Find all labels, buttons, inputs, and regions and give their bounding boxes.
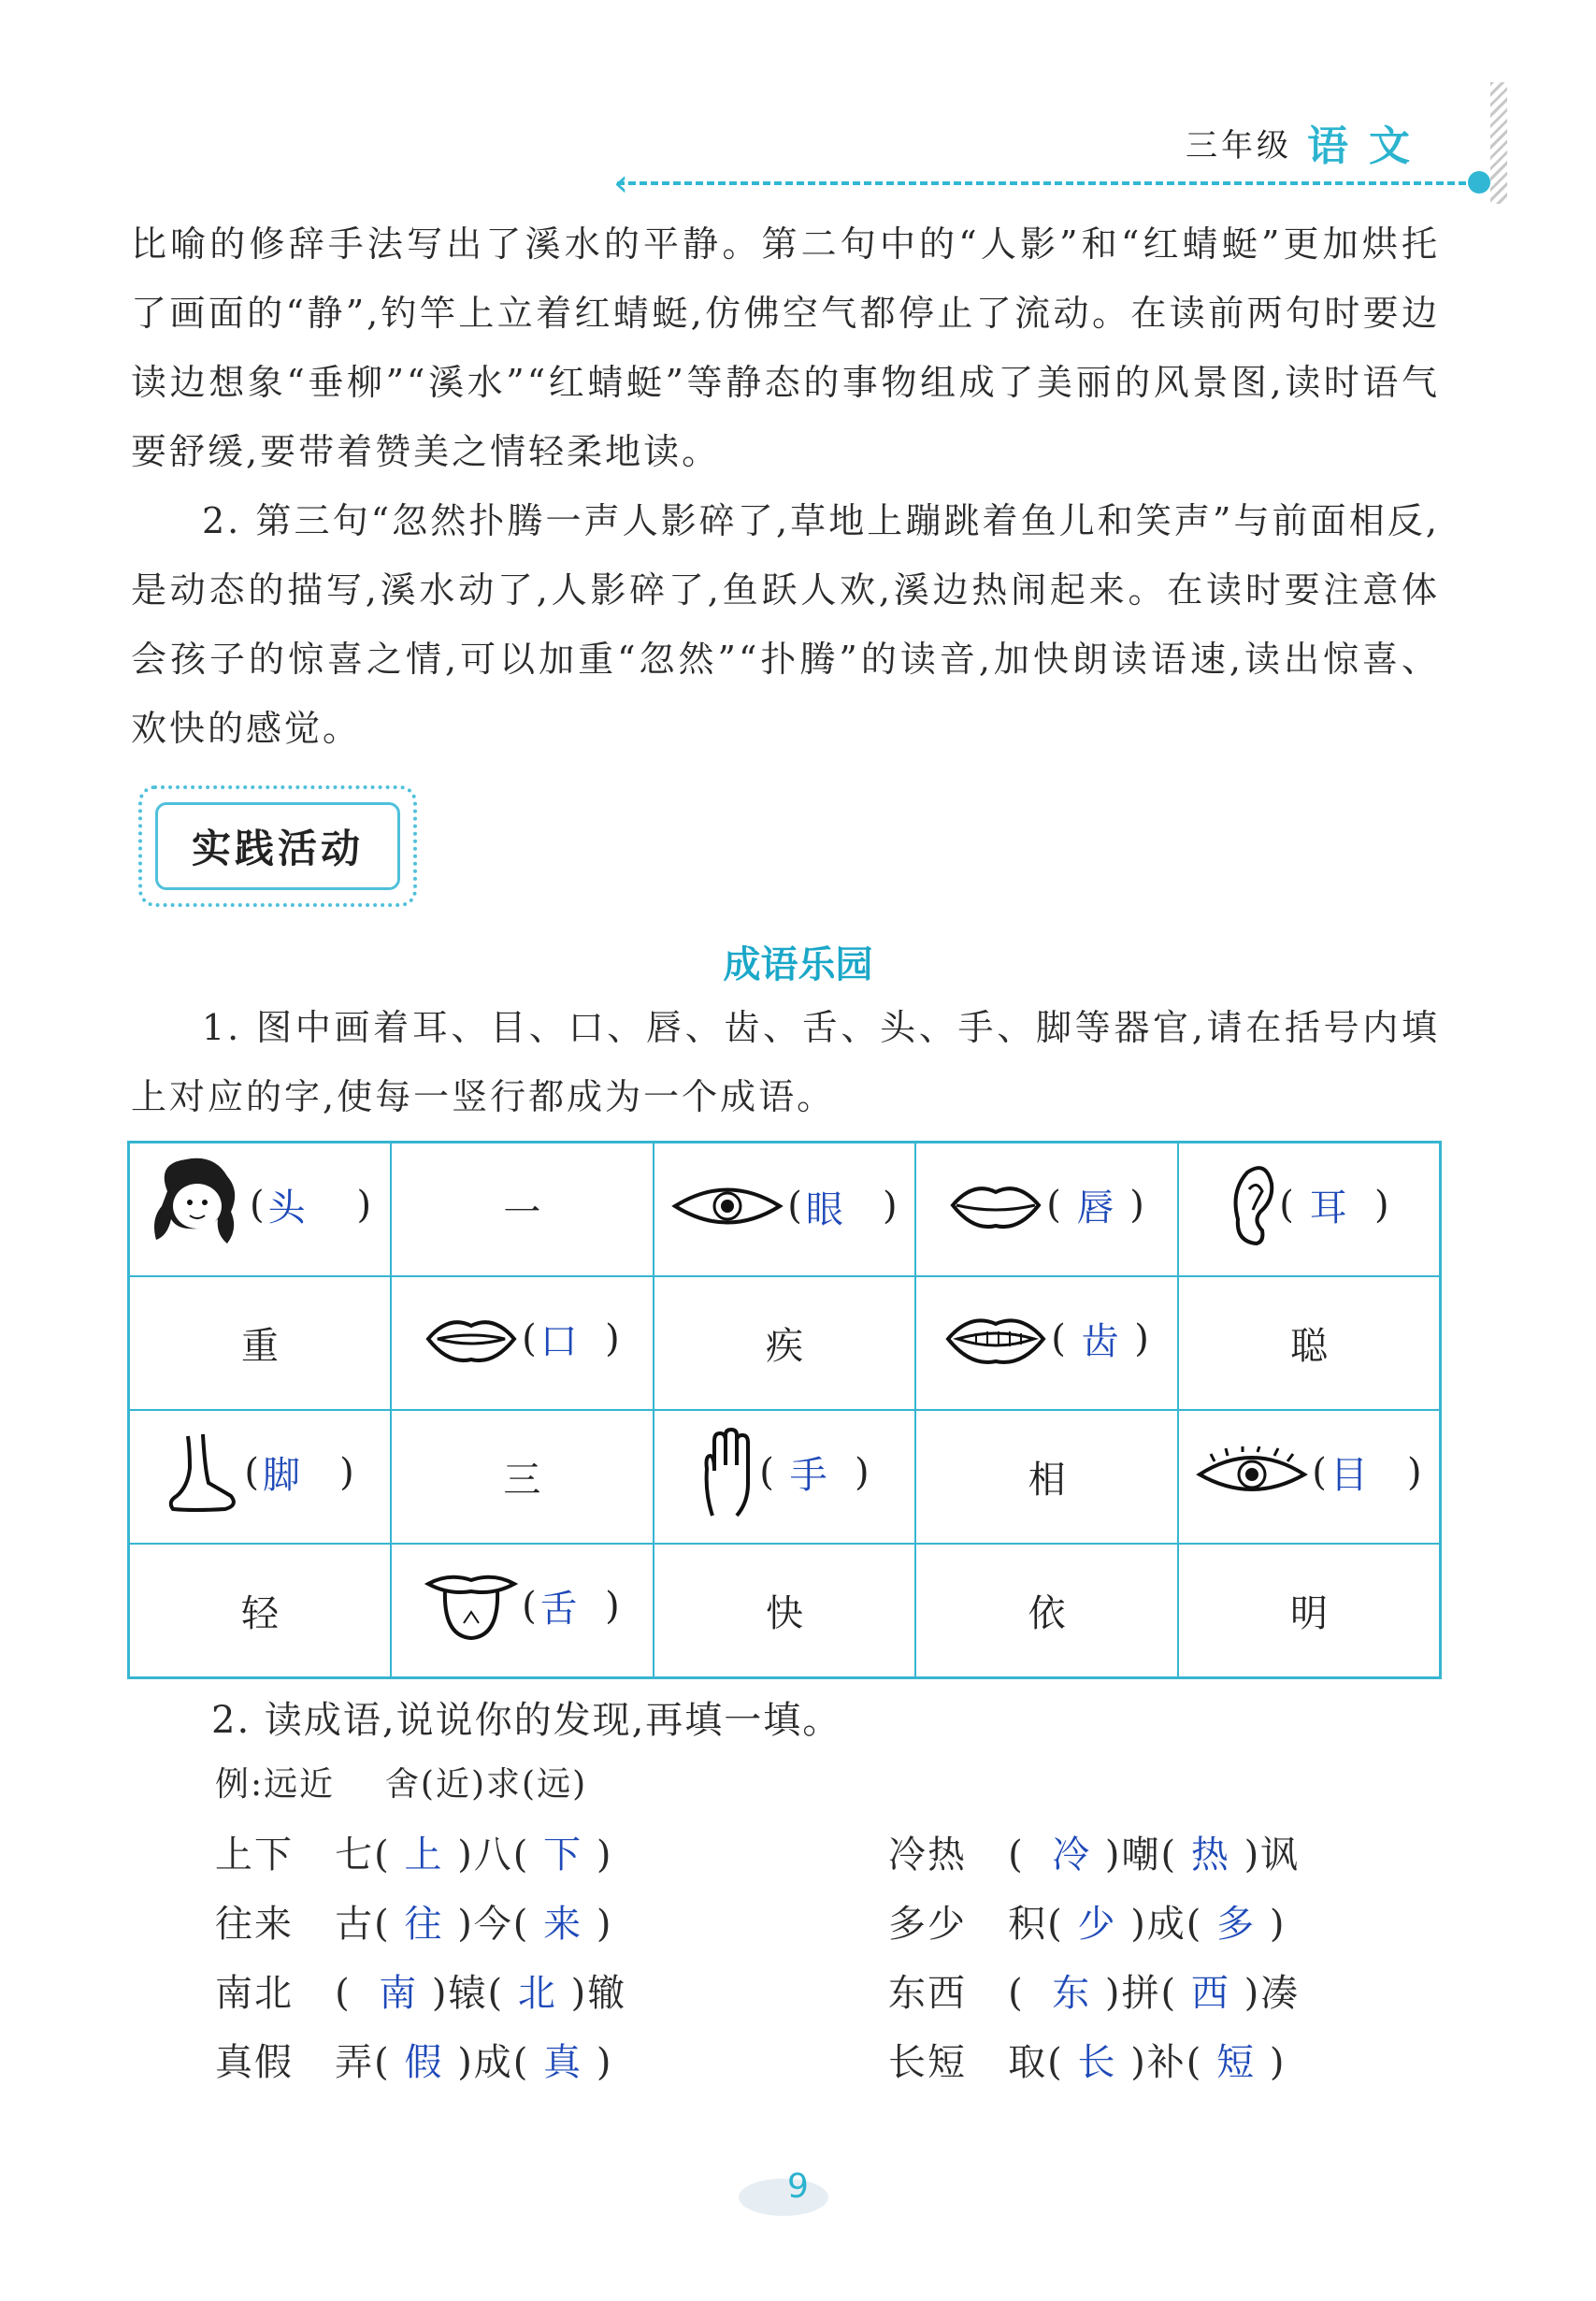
table-cell: 聪 (1178, 1276, 1441, 1410)
table-cell: 明 (1178, 1544, 1441, 1678)
table-cell: 重 (129, 1276, 392, 1410)
table-cell: 轻 (129, 1544, 392, 1678)
table-cell: 疾 (654, 1276, 916, 1410)
head-icon (149, 1154, 246, 1257)
table-cell: 相 (915, 1410, 1178, 1544)
mouth-icon (424, 1313, 518, 1365)
answer-text: 头 (267, 1186, 306, 1230)
example-row: 例:远近 舍(近)求(远) (215, 1765, 588, 1804)
page-header (0, 0, 1596, 215)
idiom-table (127, 1141, 1442, 1679)
header-divider (617, 181, 1477, 185)
exercise1-prompt: 1. 图中画着耳、目、口、唇、齿、舌、头、手、脚等器官,请在括号内填上对应的字,使每一竖行都成为一个成语。 (131, 1007, 1440, 1117)
table-cell: ( 目 ) (1178, 1410, 1441, 1544)
eye-icon (671, 1183, 784, 1230)
tongue-icon (424, 1571, 518, 1642)
idiom-row-left: 真假 弄( 假 )成( 真 ) (215, 2041, 613, 2084)
answer-text: 齿 (1081, 1320, 1119, 1363)
activity-badge (138, 785, 417, 907)
table-cell: 一 (391, 1143, 654, 1277)
idiom-row-left: 往来 古( 往 )今( 来 ) (215, 1903, 613, 1946)
arrow-left-icon: ‹ (613, 162, 628, 205)
table-row (129, 1544, 1441, 1678)
table-cell: ( 头 ) (129, 1143, 392, 1277)
hand-icon (699, 1428, 755, 1517)
section-title: 成语乐园 (723, 943, 873, 986)
table-cell: ( 舌 ) (391, 1544, 654, 1678)
table-row (129, 1276, 1441, 1410)
table-cell: ( 口 ) (391, 1276, 654, 1410)
table-cell: ( 手 ) (654, 1410, 916, 1544)
table-row (129, 1143, 1441, 1277)
answer-text: 眼 (805, 1187, 843, 1231)
idiom-row-right: 多少 积( 少 )成( 多 ) (888, 1903, 1287, 1946)
paragraph-2: 2. 第三句“忽然扑腾一声人影碎了,草地上蹦跳着鱼儿和笑声”与前面相反,是动态的描写,溪水动了,人影碎了,鱼跃人欢,溪边热闹起来。在读时要注意体会孩子的惊喜之情,可以加重“忽然”“扑腾”的读音,加快朗读语速,读出惊喜、欢快的感觉。 (131, 500, 1440, 749)
grade-label: 三年级 (1186, 127, 1292, 165)
table-cell: ( 眼 ) (654, 1143, 916, 1277)
idiom-row-left: 上下 七( 上 )八( 下 ) (215, 1834, 613, 1877)
activity-title: 实践活动 (191, 826, 364, 871)
subject-label: 语文 (1307, 122, 1431, 170)
answer-text: 脚 (262, 1454, 300, 1497)
ear-icon (1229, 1163, 1275, 1247)
eye-icon (1196, 1446, 1308, 1499)
answer-text: 舌 (539, 1588, 578, 1631)
idiom-row-right: 冷热 ( 冷 )嘲( 热 )讽 (888, 1834, 1301, 1877)
idiom-row-right: 东西 ( 东 )拼( 西 )凑 (888, 1972, 1301, 2015)
idiom-row-left: 南北 ( 南 )辕( 北 )辙 (215, 1972, 627, 2015)
table-cell: 三 (391, 1410, 654, 1544)
exercise2-prompt: 2. 读成语,说说你的发现,再填一填。 (211, 1699, 842, 1742)
answer-text: 手 (789, 1454, 827, 1497)
table-cell: ( 耳 ) (1178, 1143, 1441, 1277)
teeth-icon (944, 1311, 1047, 1367)
answer-text: 口 (539, 1320, 578, 1364)
foot-icon (165, 1431, 240, 1515)
table-cell: ( 唇 ) (915, 1143, 1178, 1277)
table-cell: ( 齿 ) (915, 1276, 1178, 1410)
lips-icon (949, 1179, 1042, 1231)
dot-icon (1468, 171, 1490, 194)
table-cell: ( 脚 ) (129, 1410, 392, 1544)
answer-text: 耳 (1309, 1186, 1347, 1230)
page-number: 9 (787, 2167, 809, 2206)
answer-text: 唇 (1076, 1186, 1114, 1230)
table-cell: 依 (915, 1544, 1178, 1678)
table-cell: 快 (654, 1544, 916, 1678)
answer-text: 目 (1330, 1454, 1368, 1498)
paragraph-1: 比喻的修辞手法写出了溪水的平静。第二句中的“人影”和“红蜻蜓”更加烘托了画面的“静”,钓竿上立着红蜻蜓,仿佛空气都停止了流动。在读前两句时要边读边想象“垂柳”“溪水”“红蜻蜓”等静态的事物组成了美丽的风景图,读时语气要舒缓,要带着赞美之情轻柔地读。 (131, 223, 1440, 472)
table-row (129, 1410, 1441, 1544)
idiom-row-right: 长短 取( 长 )补( 短 ) (888, 2041, 1287, 2084)
header-stripes (1490, 82, 1507, 204)
